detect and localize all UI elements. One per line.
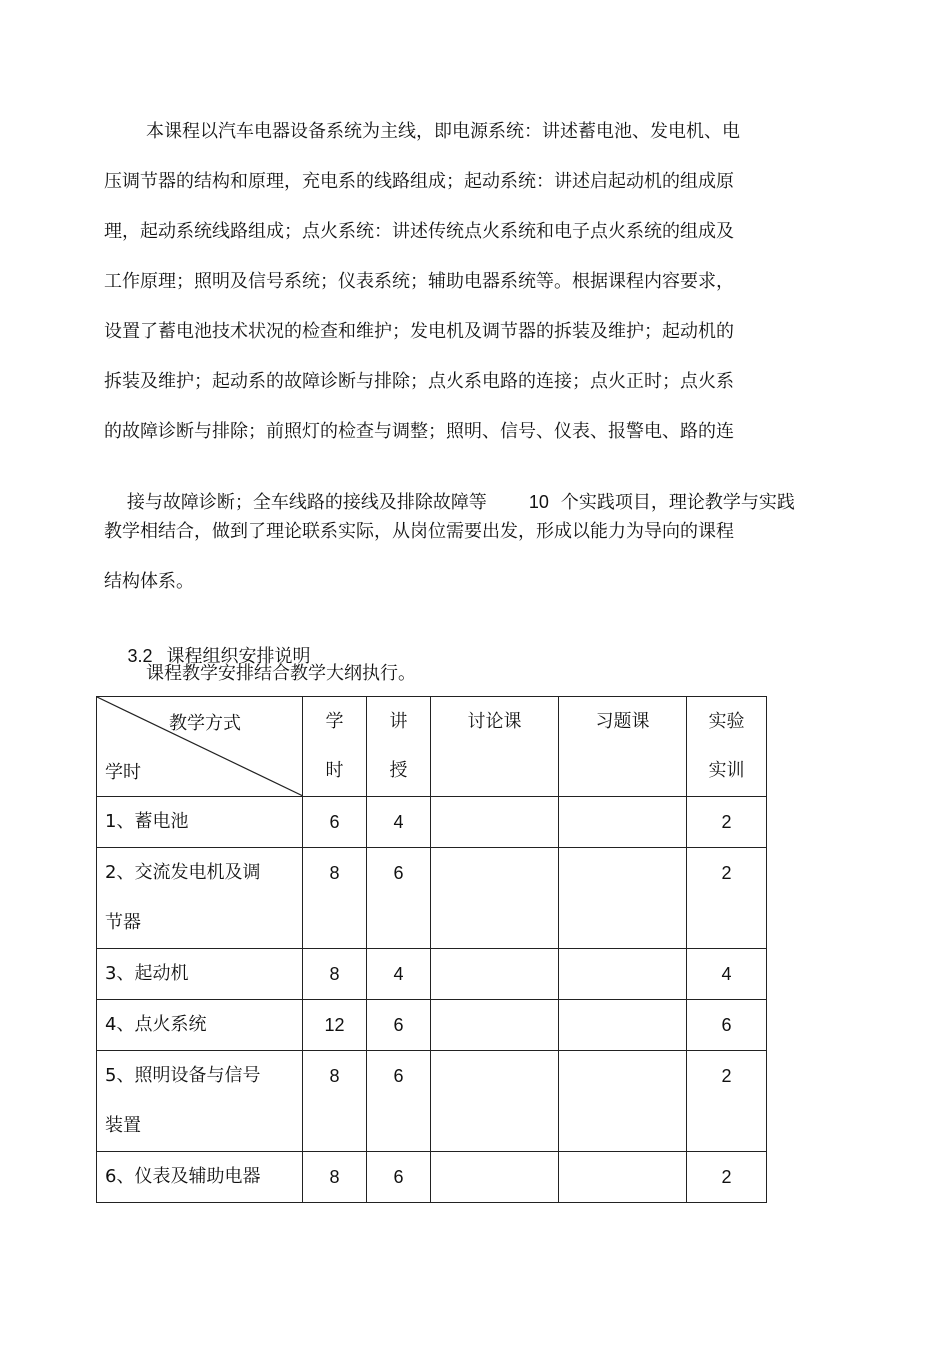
- diagonal-header-cell: [97, 697, 303, 797]
- row-hours: 12: [324, 1015, 345, 1035]
- paragraph-line-tail: 个实践项目，理论教学与实践: [560, 492, 795, 513]
- paragraph-line: 结构体系。: [104, 571, 194, 592]
- row-lecture: 6: [393, 1015, 404, 1035]
- paragraph-line: 本课程以汽车电器设备系统为主线，即电源系统：讲述蓄电池、发电机、电: [146, 121, 740, 142]
- row-topic: 4、点火系统: [105, 1014, 207, 1035]
- row-lab: 2: [721, 1066, 732, 1086]
- header-lecture-line: 讲: [389, 711, 408, 732]
- paragraph-line: 的故障诊断与排除；前照灯的检查与调整；照明、信号、仪表、报警电、路的连: [104, 421, 734, 442]
- row-lecture: 4: [393, 964, 404, 984]
- header-hours-label: 学时: [105, 762, 141, 783]
- table-row: [97, 1152, 767, 1203]
- row-topic: 3、起动机: [105, 963, 189, 984]
- header-discussion: [431, 697, 559, 797]
- row-hours: 8: [329, 863, 340, 883]
- header-exercise: [559, 697, 687, 797]
- section-intro: 课程教学安排结合教学大纲执行。: [146, 663, 416, 684]
- table-row: [97, 797, 767, 848]
- row-lab: 2: [721, 812, 732, 832]
- header-hours: [303, 697, 367, 797]
- header-lecture: [367, 697, 431, 797]
- row-topic: 6、仪表及辅助电器: [105, 1166, 261, 1187]
- header-lab-line: 实训: [708, 760, 745, 781]
- table-row: [97, 949, 767, 1000]
- table-row: [97, 1000, 767, 1051]
- header-hours-line: 时: [325, 760, 344, 781]
- header-hours-line: 学: [325, 711, 344, 732]
- header-lab-line: 实验: [708, 711, 745, 732]
- row-lecture: 6: [393, 1066, 404, 1086]
- row-lab: 2: [721, 863, 732, 883]
- header-exercise-label: 习题课: [595, 711, 650, 732]
- paragraph-line: 教学相结合，做到了理论联系实际，从岗位需要出发，形成以能力为导向的课程: [104, 521, 734, 542]
- row-hours: 8: [329, 964, 340, 984]
- row-lecture: 6: [393, 863, 404, 883]
- row-lab: 6: [721, 1015, 732, 1035]
- row-hours: 6: [329, 812, 340, 832]
- row-topic: 5、照明设备与信号: [105, 1065, 261, 1086]
- section-number: 3.2: [127, 646, 153, 666]
- row-hours: 8: [329, 1167, 340, 1187]
- table-row: [97, 848, 767, 949]
- row-topic: 1、蓄电池: [105, 811, 189, 832]
- header-discussion-label: 讨论课: [467, 711, 522, 732]
- row-lab: 2: [721, 1167, 732, 1187]
- row-lecture: 4: [393, 812, 404, 832]
- row-topic: 2、交流发电机及调: [105, 862, 261, 883]
- section-title: 课程组织安排说明: [166, 646, 311, 667]
- row-topic-cont: 节器: [105, 912, 141, 933]
- table-header-row: [97, 697, 767, 797]
- row-topic-cont: 装置: [105, 1115, 141, 1136]
- paragraph-line: 设置了蓄电池技术状况的检查和维护；发电机及调节器的拆装及维护；起动机的: [104, 321, 734, 342]
- table-row: [97, 1051, 767, 1152]
- row-lecture: 6: [393, 1167, 404, 1187]
- header-lecture-line: 授: [389, 760, 408, 781]
- paragraph-line-head: 接与故障诊断；全车线路的接线及排除故障等: [126, 492, 487, 513]
- paragraph-line: 理，起动系统线路组成；点火系统：讲述传统点火系统和电子点火系统的组成及: [104, 221, 734, 242]
- header-lab: [687, 697, 767, 797]
- paragraph-line: 工作原理；照明及信号系统；仪表系统；辅助电器系统等。根据课程内容要求，: [104, 271, 734, 292]
- paragraph-line: 压调节器的结构和原理，充电系的线路组成；起动系统：讲述启起动机的组成原: [104, 171, 734, 192]
- row-hours: 8: [329, 1066, 340, 1086]
- row-lab: 4: [721, 964, 732, 984]
- project-count: 10: [528, 492, 549, 512]
- paragraph-line: 拆装及维护；起动系的故障诊断与排除；点火系电路的连接；点火正时；点火系: [104, 371, 734, 392]
- header-teaching-method: 教学方式: [169, 713, 241, 734]
- course-schedule-table: [96, 696, 767, 1203]
